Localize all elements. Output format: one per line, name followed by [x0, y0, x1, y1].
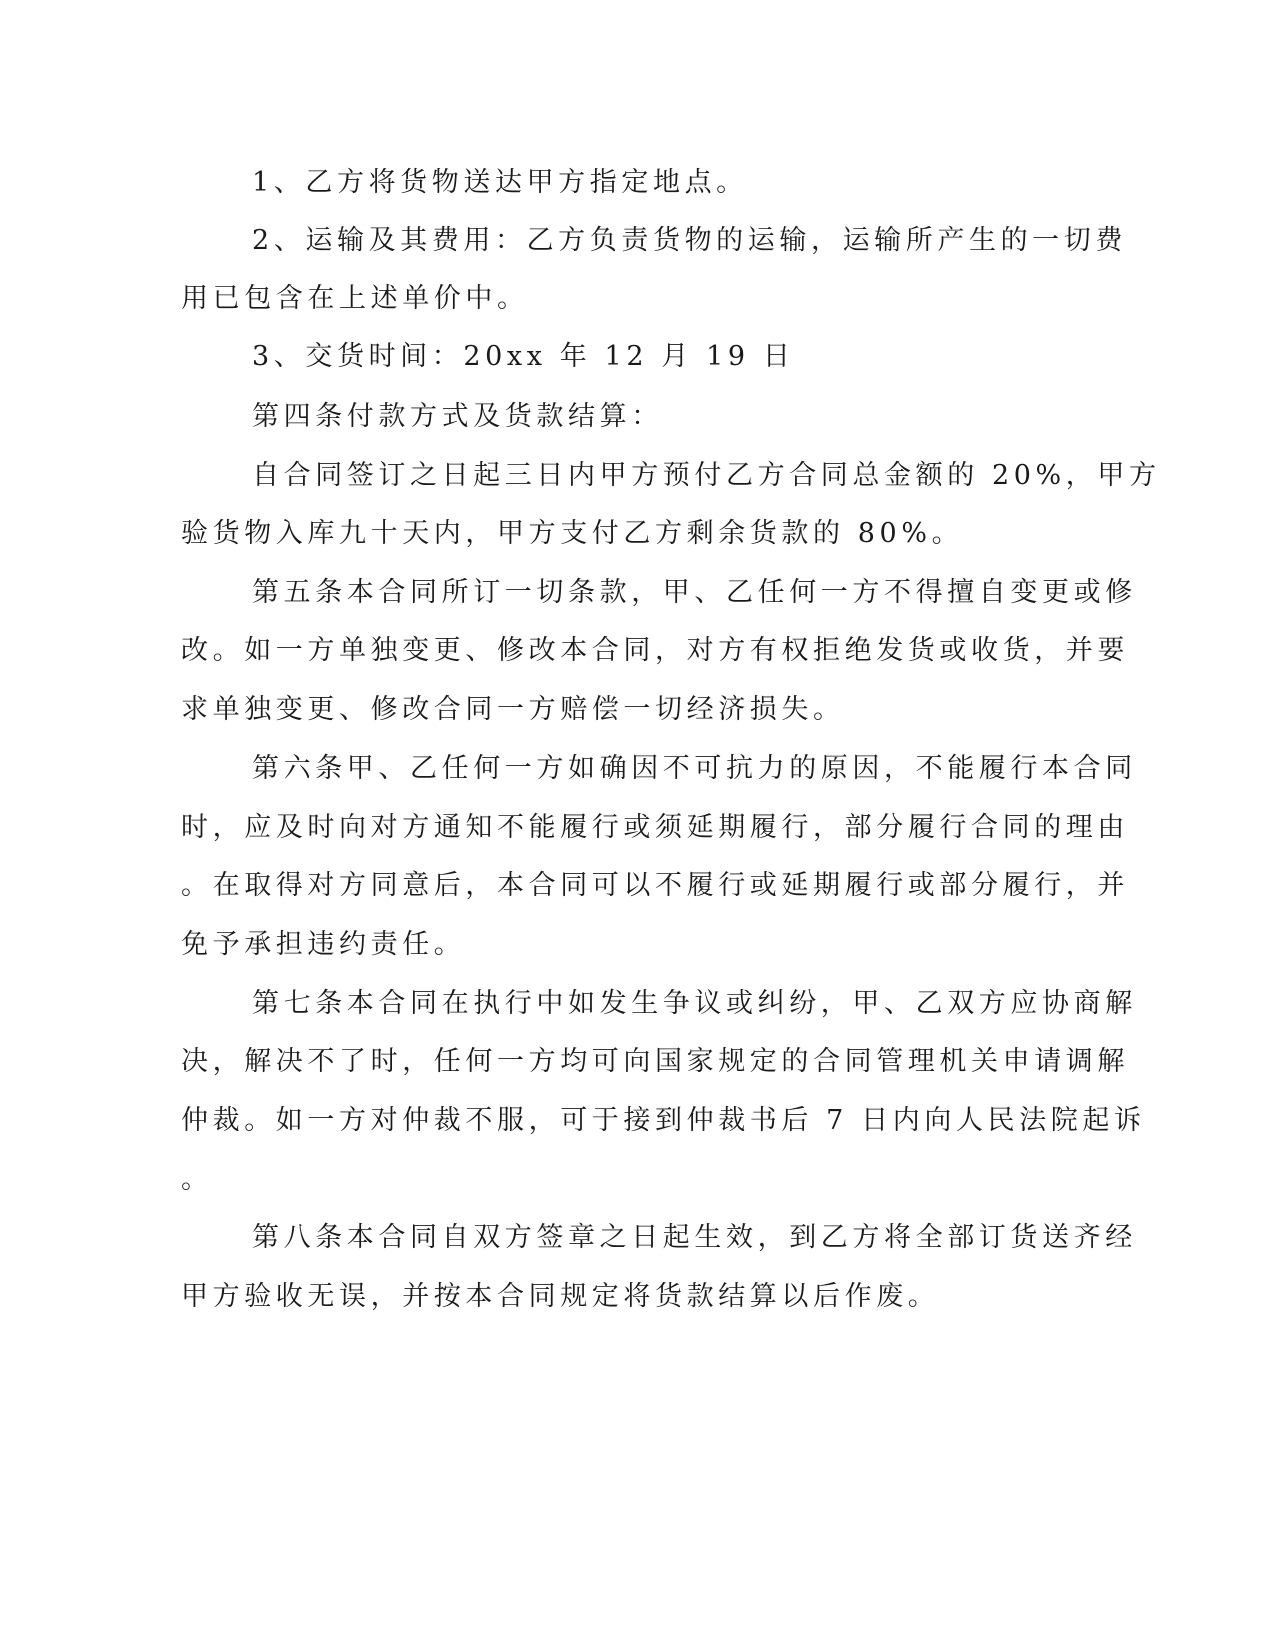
text-line: 。在取得对方同意后，本合同可以不履行或延期履行或部分履行，并 — [181, 870, 1129, 901]
text-line: 验货物入库九十天内，甲方支付乙方剩余货款的 80%。 — [181, 518, 964, 549]
text-line: 甲方验收无误，并按本合同规定将货款结算以后作废。 — [181, 1281, 940, 1312]
text-line: 求单独变更、修改合同一方赔偿一切经济损失。 — [181, 694, 845, 725]
text-line: 第八条本合同自双方签章之日起生效，到乙方将全部订货送齐经 — [252, 1222, 1137, 1253]
text-line: 第六条甲、乙任何一方如确因不可抗力的原因，不能履行本合同 — [252, 753, 1137, 784]
text-line: 第五条本合同所订一切条款，甲、乙任何一方不得擅自变更或修 — [252, 577, 1137, 608]
text-line: 1、乙方将货物送达甲方指定地点。 — [252, 167, 748, 198]
text-line: 第四条付款方式及货款结算： — [252, 401, 663, 432]
text-line: 用已包含在上述单价中。 — [181, 283, 529, 314]
text-line: 改。如一方单独变更、修改本合同，对方有权拒绝发货或收货，并要 — [181, 635, 1129, 666]
text-line: 仲裁。如一方对仲裁不服，可于接到仲裁书后 7 日内向人民法院起诉 — [181, 1105, 1146, 1136]
text-line: 免予承担违约责任。 — [181, 929, 466, 960]
text-line: 2、运输及其费用：乙方负责货物的运输，运输所产生的一切费 — [252, 225, 1127, 256]
text-line: 第七条本合同在执行中如发生争议或纠纷，甲、乙双方应协商解 — [252, 988, 1137, 1019]
text-line: 。 — [181, 1164, 213, 1195]
text-line: 3、交货时间：20xx 年 12 月 19 日 — [252, 341, 795, 372]
text-line: 时，应及时向对方通知不能履行或须延期履行，部分履行合同的理由 — [181, 812, 1129, 843]
text-line: 自合同签订之日起三日内甲方预付乙方合同总金额的 20%，甲方 — [252, 460, 1161, 491]
text-line: 决，解决不了时，任何一方均可向国家规定的合同管理机关申请调解 — [181, 1046, 1129, 1077]
